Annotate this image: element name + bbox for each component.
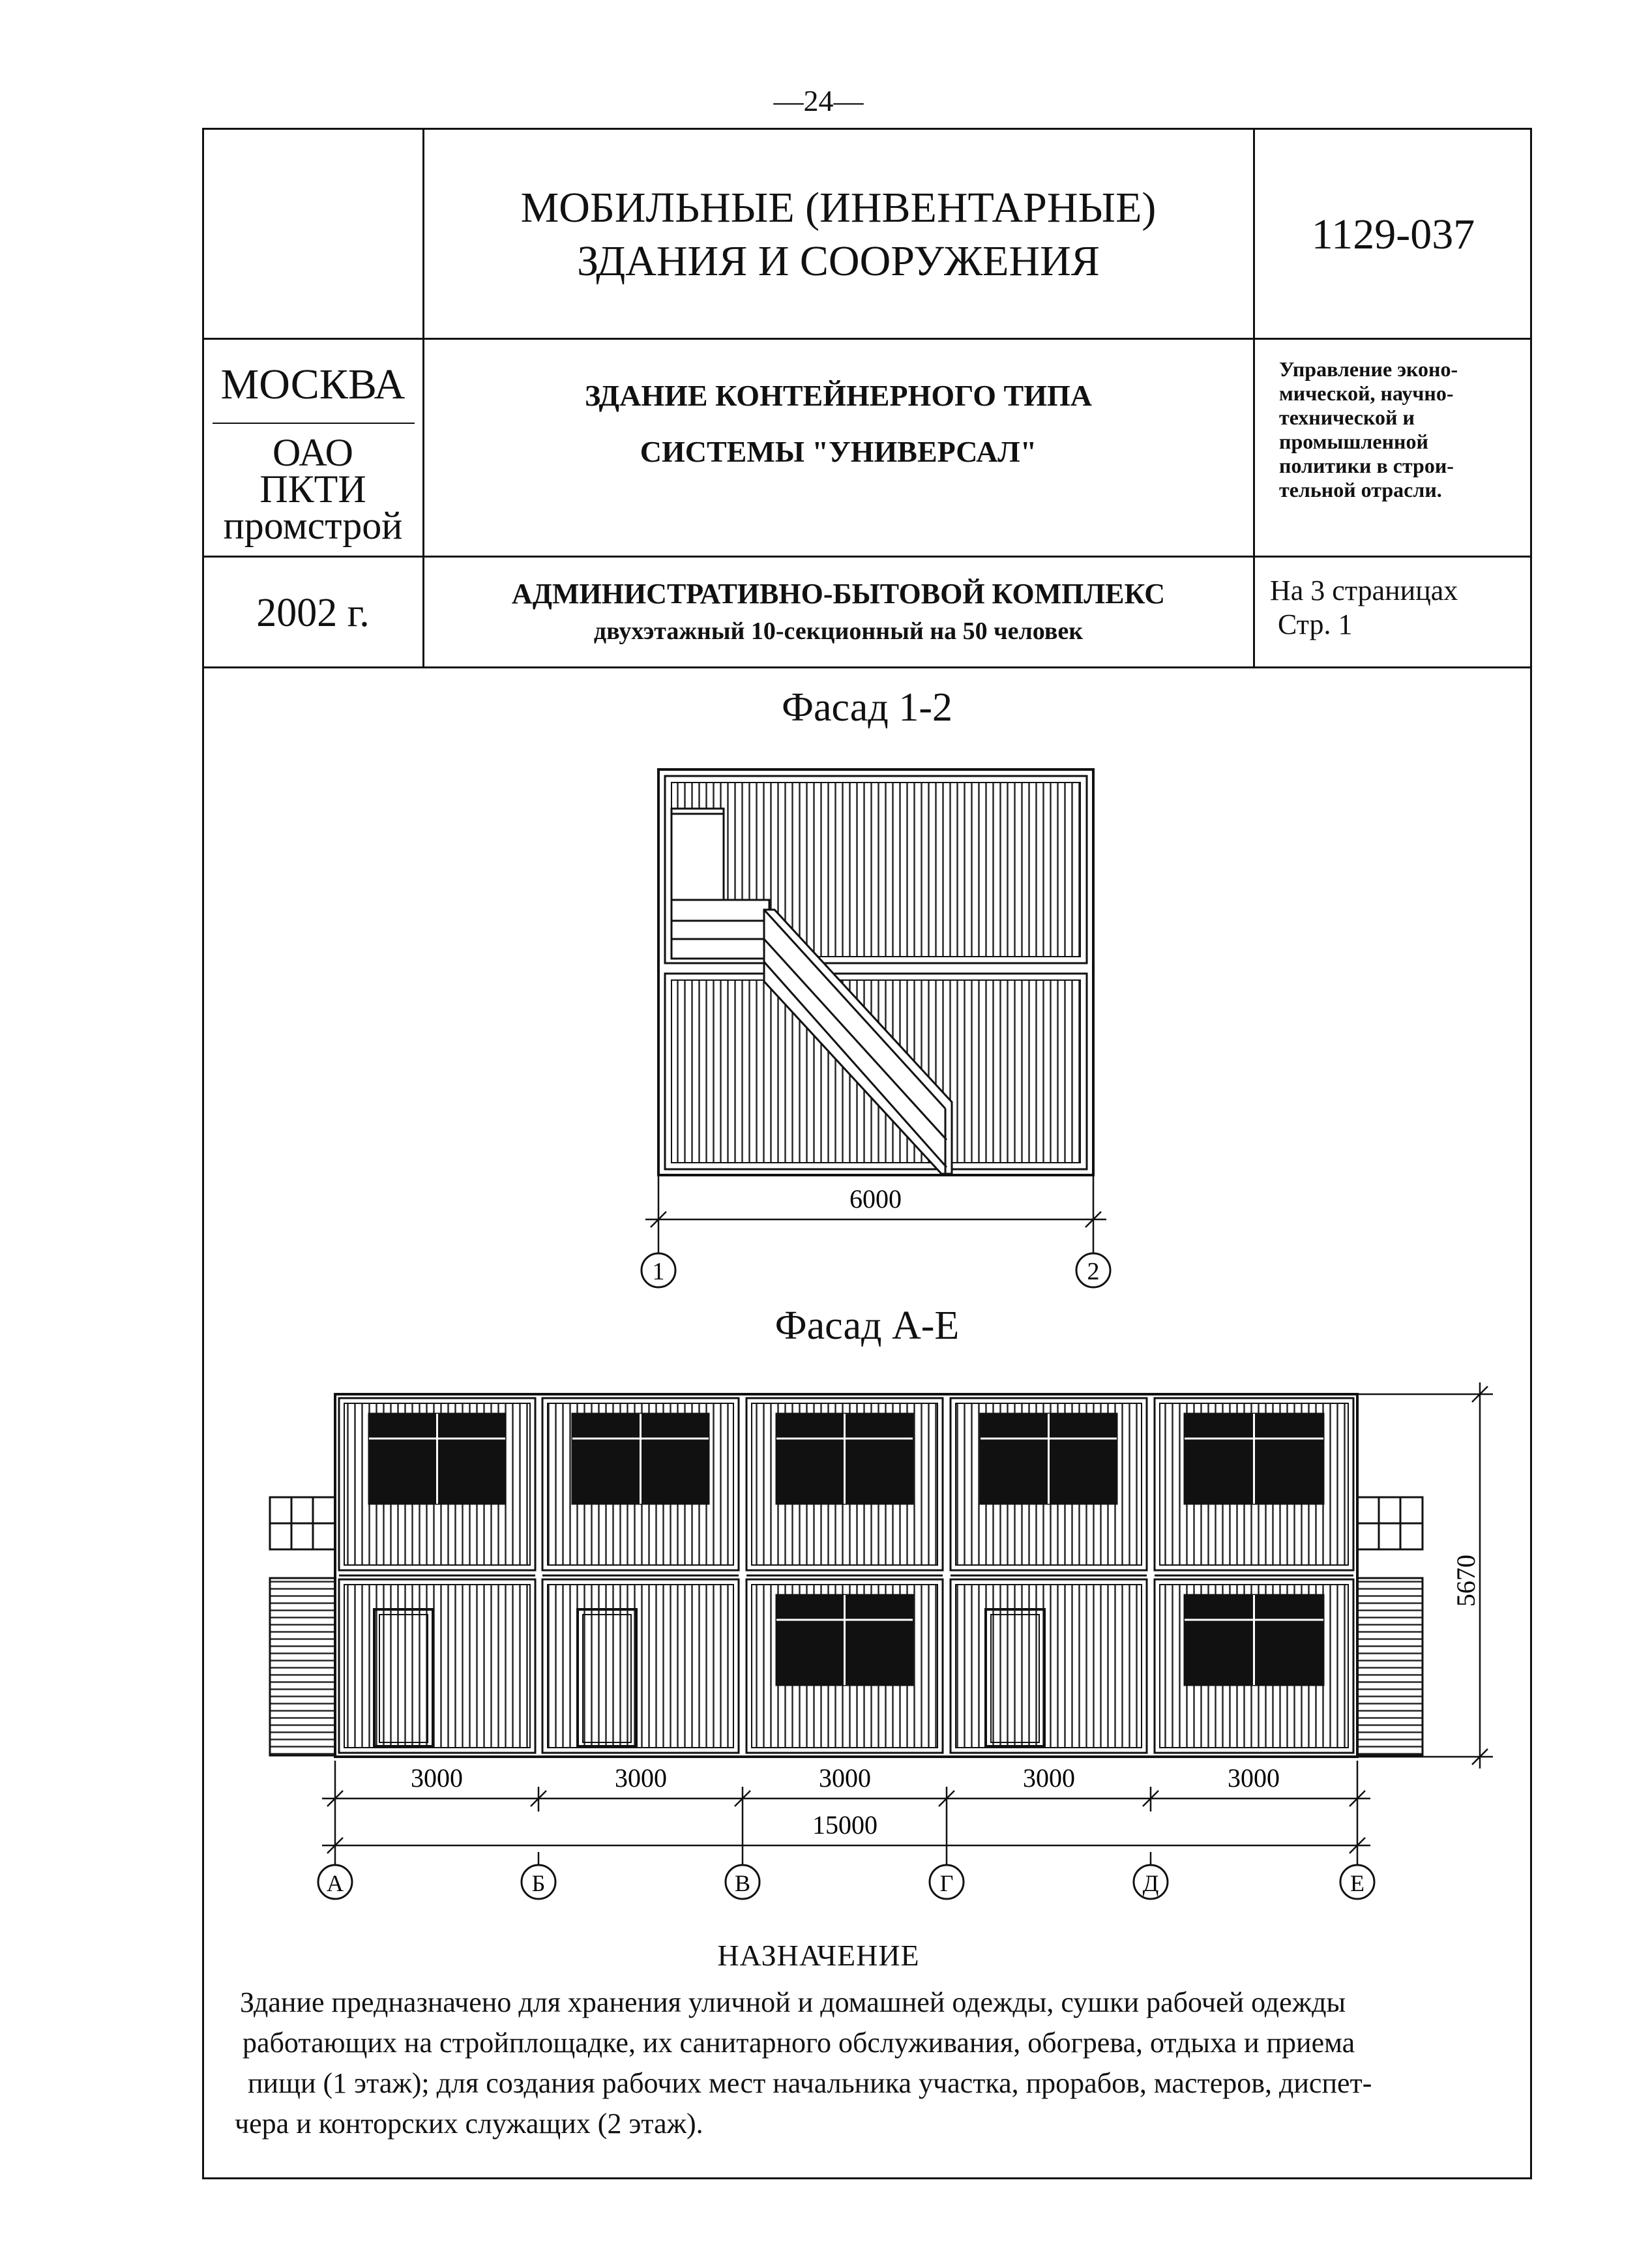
series-title-line1: МОБИЛЬНЫЕ (ИНВЕНТАРНЫЕ)	[520, 184, 1157, 231]
page-count-total: На 3 страницах	[1270, 574, 1458, 606]
purpose-text	[235, 1982, 1505, 2144]
purpose-line: чера и конторских служащих (2 этаж).	[235, 2108, 703, 2140]
front-axis-label: В	[734, 1870, 751, 1896]
front-axis-b	[522, 1852, 555, 1899]
department-line: Управление эконо-	[1279, 357, 1458, 381]
document-code: 1129-037	[1311, 211, 1475, 258]
total-dimension-line	[322, 1838, 1370, 1853]
page-number: —24—	[773, 84, 864, 117]
front-axis-label: Д	[1142, 1870, 1159, 1896]
door	[578, 1609, 636, 1746]
front-axis-g	[930, 1852, 964, 1899]
series-title-line2: ЗДАНИЯ И СООРУЖЕНИЯ	[577, 237, 1100, 285]
front-axis-label: А	[327, 1870, 344, 1896]
left-stair-block	[270, 1497, 335, 1755]
complex-title-line2: двухэтажный 10-секционный на 50 человек	[593, 617, 1084, 645]
total-dimension-label: 15000	[812, 1810, 877, 1840]
side-axis-label: 1	[652, 1258, 665, 1285]
department-line: мической, научно-	[1279, 381, 1454, 405]
module-dimension-label: 3000	[1228, 1763, 1280, 1793]
front-axis-v	[726, 1852, 760, 1899]
page-count-current: Стр. 1	[1278, 608, 1353, 640]
side-axis-label: 2	[1087, 1258, 1100, 1285]
door	[374, 1609, 433, 1746]
front-axis-label: Б	[531, 1870, 546, 1896]
purpose-line: пищи (1 этаж); для создания рабочих мест начальника участка, прорабов, мастеров, диспет-	[248, 2067, 1372, 2099]
front-axis-d	[1134, 1852, 1168, 1899]
department-line: промышленной	[1279, 430, 1428, 453]
department-line: технической и	[1279, 406, 1415, 429]
organization-line2: ПКТИ	[259, 468, 366, 511]
module-dimension-label: 3000	[411, 1763, 463, 1793]
city: МОСКВА	[220, 361, 406, 408]
height-dimension-label: 5670	[1451, 1555, 1481, 1607]
front-axis-e	[1340, 1852, 1374, 1899]
door	[986, 1609, 1044, 1746]
purpose-line: Здание предназначено для хранения уличной и домашней одежды, сушки рабочей одежды	[240, 1986, 1346, 2018]
front-axis-a	[318, 1852, 352, 1899]
facade-front-title: Фасад А-Е	[774, 1304, 960, 1348]
year: 2002 г.	[256, 590, 370, 635]
module-dimension-label: 3000	[615, 1763, 667, 1793]
organization-line3: промстрой	[223, 504, 403, 547]
module-dimension-label: 3000	[819, 1763, 871, 1793]
lower-module-cladding	[548, 1585, 733, 1748]
department-line: политики в строи-	[1279, 454, 1454, 477]
lower-module-cladding	[344, 1585, 530, 1748]
building-title-line1: ЗДАНИЕ КОНТЕЙНЕРНОГО ТИПА	[585, 379, 1092, 412]
organization-line1: ОАО	[272, 431, 353, 474]
side-dimension-label: 6000	[849, 1184, 902, 1214]
lower-module-cladding	[956, 1585, 1142, 1748]
facade-side-title: Фасад 1-2	[782, 685, 952, 730]
module-dimension-label: 3000	[1023, 1763, 1075, 1793]
building-title-line2: СИСТЕМЫ "УНИВЕРСАЛ"	[640, 435, 1037, 468]
purpose-heading: НАЗНАЧЕНИЕ	[717, 1939, 920, 1972]
front-axis-label: Е	[1350, 1870, 1364, 1896]
right-stair-block	[1357, 1497, 1423, 1755]
complex-title-line1: АДМИНИСТРАТИВНО-БЫТОВОЙ КОМПЛЕКС	[511, 577, 1166, 610]
purpose-line: работающих на стройплощадке, их санитарного обслуживания, обогрева, отдыха и приема	[243, 2027, 1355, 2059]
department-line: тельной отрасли.	[1279, 478, 1442, 501]
front-axis-label: Г	[939, 1870, 954, 1896]
